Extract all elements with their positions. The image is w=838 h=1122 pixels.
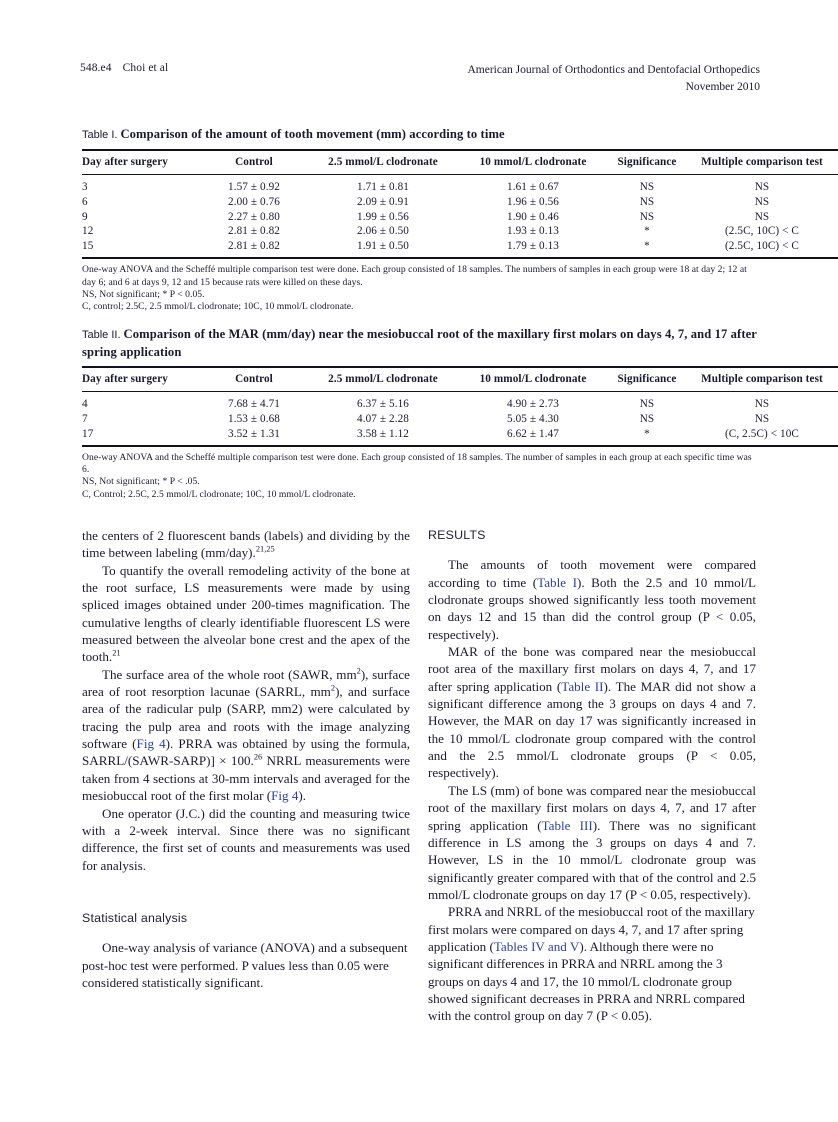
paragraph-text: The LS (mm) of bone was compared near the mesiobuccal root of the maxillary first molars on days 4, 7, and 17 after spring application ( [428, 782, 756, 833]
table-2-col-control: Control [235, 373, 273, 385]
paragraph-text: ). [298, 788, 307, 804]
cell-multiple-comparison: (2.5C, 10C) < C [724, 225, 799, 238]
cell-significance: NS [639, 398, 655, 410]
table-1-note-3: C, control; 2.5C, 2.5 mmol/L clodronate; 10C, 10 mmol/L clodronate. [82, 301, 354, 313]
cell-multiple-comparison: NS [754, 181, 770, 193]
cell-10mmol: 1.61 ± 0.67 [507, 181, 559, 193]
table-link-table-1[interactable]: Table I [537, 574, 577, 590]
table-1-head [82, 150, 838, 175]
table-row [82, 392, 838, 412]
table-2-caption-text: Comparison of the MAR (mm/day) near the mesiobuccal root of the maxillary first molars on days 4, 7, and 17 after spring application [82, 327, 757, 359]
table-1-notes [82, 264, 758, 314]
table-1 [82, 126, 823, 314]
cell-10mmol: 5.05 ± 4.30 [507, 412, 559, 425]
paragraph-text: MAR of the bone was compared near the mesiobuccal root area of the maxillary first molars on days 4, 7, and 17 after spring application ( [428, 644, 756, 694]
heading-results: RESULTS [428, 528, 486, 542]
cell-25mmol: 1.91 ± 0.50 [357, 240, 409, 253]
paragraph-methods-continued [82, 527, 410, 562]
paragraph-surface-area [82, 666, 410, 805]
paragraph-text: ), surface area of root resorption lacunae (SARRL, mm [82, 666, 410, 700]
table-2-col-significance: Significance [617, 373, 677, 385]
table-2-note-3: C, Control; 2.5C, 2.5 mmol/L clodronate; 10C, 10 mmol/L clodronate. [82, 488, 356, 500]
paragraph-ls-measurement [82, 562, 410, 666]
running-head-right [467, 62, 760, 95]
cell-day: 17 [82, 427, 94, 440]
running-head [80, 62, 760, 106]
paragraph-text: ). The MAR did not show a significant difference among the 3 groups on days 4 and 7. However, the MAR on day 17 was significantly increased in the 10 mmol/L clodronate group compared with the control and the 2.5 mmol/L clodronate groups (P < 0.05, respectively). [428, 678, 756, 781]
page-folio: 548.e4 [80, 62, 112, 74]
table-1-label: Table I. [82, 129, 118, 141]
paragraph-operator: One operator (J.C.) did the counting and measuring twice with a 2-week interval. Since there was no significant difference, the first set of counts and measurements was used for analysis. [82, 805, 410, 873]
cell-25mmol: 6.37 ± 5.16 [357, 398, 409, 410]
cell-multiple-comparison: NS [754, 195, 770, 208]
unit-superscript: 2 [330, 683, 336, 693]
paragraph-text: ). Although there were no significant differences in PRRA and NRRL among the 3 groups on days 4 and 17, the 10 mmol/L clodronate group showed significant decreases in PRRA and NRRL compared with the control group on day 7 (P < 0.05). [428, 938, 745, 1024]
reference-superscript: 21,25 [255, 544, 275, 554]
cell-control: 2.81 ± 0.82 [228, 240, 280, 253]
cell-significance: NS [639, 210, 655, 223]
table-1-caption [82, 126, 758, 144]
reference-superscript: 26 [253, 753, 263, 763]
figure-link-fig4[interactable]: Fig 4 [136, 736, 166, 752]
cell-control: 2.81 ± 0.82 [228, 225, 280, 238]
paragraph-ls [428, 782, 756, 903]
table-link-tables-4-5[interactable]: Tables IV and V [493, 938, 580, 954]
running-head-left [80, 62, 168, 74]
table-2-notes [82, 452, 758, 502]
table-2-col-multiple-comparison: Multiple comparison test [701, 373, 823, 385]
paragraph-anova: One-way analysis of variance (ANOVA) and a subsequent post-hoc test were performed. P values less than 0.05 were considered statistically significant. [82, 940, 408, 990]
table-2-caption [82, 326, 758, 361]
paragraph-prra-nrrl [428, 903, 756, 1024]
journal-title: American Journal of Orthodontics and Dentofacial Orthopedics [467, 64, 760, 76]
cell-25mmol: 4.07 ± 2.28 [357, 412, 409, 425]
paragraph-text: ), and surface area of the radicular pulp (SARP, mm2) were calculated by tracing the pulp area and roots with the image analyzing software ( [82, 684, 410, 752]
table-2-col-25mmol: 2.5 mmol/L clodronate [328, 373, 438, 385]
paragraph-mar [428, 643, 756, 782]
table-row [82, 209, 838, 224]
table-row [82, 194, 838, 209]
paragraph-text: The amounts of tooth movement were compared according to time ( [428, 557, 756, 590]
table-2-body [82, 392, 838, 446]
cell-control: 2.27 ± 0.80 [228, 210, 280, 223]
cell-day: 6 [82, 195, 88, 208]
table-row [82, 411, 838, 426]
cell-significance: * [644, 427, 650, 440]
cell-multiple-comparison: NS [754, 412, 770, 425]
cell-day: 7 [82, 412, 88, 425]
issue-date: November 2010 [685, 80, 760, 93]
cell-control: 1.57 ± 0.92 [228, 181, 280, 193]
table-2-col-day: Day after surgery [82, 373, 168, 385]
table-link-table-2[interactable]: Table II [561, 678, 604, 694]
cell-25mmol: 1.71 ± 0.81 [357, 181, 409, 193]
cell-multiple-comparison: (C, 2.5C) < 10C [724, 427, 799, 440]
table-2-head [82, 367, 838, 392]
table-1-col-significance: Significance [617, 156, 677, 168]
table-row [82, 426, 838, 445]
cell-control: 7.68 ± 4.71 [228, 398, 280, 410]
table-row [82, 239, 838, 258]
paragraph-text: PRRA and NRRL of the mesiobuccal root of the maxillary first molars were compared on days 4, 7, and 17 after spring application ( [428, 904, 755, 954]
table-1-note-1: One-way ANOVA and the Scheffé multiple comparison test were done. Each group consisted of 18 samples. The numbers of samples in each group were 18 at day 2; 12 at day 6; and 6 at days 9, 12 and 15 because rats were killed on these days. [82, 264, 747, 288]
table-1-col-day: Day after surgery [82, 156, 168, 168]
table-2-grid [82, 366, 838, 447]
cell-10mmol: 6.62 ± 1.47 [507, 427, 559, 440]
table-1-body [82, 175, 838, 259]
table-row [82, 224, 838, 239]
table-1-col-multiple-comparison: Multiple comparison test [701, 156, 823, 168]
cell-multiple-comparison: NS [754, 398, 770, 410]
table-1-caption-text: Comparison of the amount of tooth movement (mm) according to time [120, 127, 505, 141]
paragraph-tooth-movement [428, 556, 756, 643]
cell-multiple-comparison: (2.5C, 10C) < C [724, 240, 799, 253]
cell-10mmol: 1.90 ± 0.46 [507, 210, 559, 223]
cell-10mmol: 4.90 ± 2.73 [507, 398, 559, 410]
cell-significance: NS [639, 181, 655, 193]
cell-10mmol: 1.93 ± 0.13 [507, 225, 559, 238]
table-1-grid [82, 149, 838, 259]
cell-significance: NS [639, 412, 655, 425]
table-1-note-2: NS, Not significant; * P < 0.05. [82, 288, 205, 300]
spacer [82, 874, 410, 910]
cell-significance: NS [639, 195, 655, 208]
running-head-authors: Choi et al [122, 62, 169, 74]
cell-10mmol: 1.96 ± 0.56 [507, 195, 559, 208]
figure-link-fig4[interactable]: Fig 4 [271, 788, 299, 804]
spacer [82, 927, 410, 939]
paragraph-text: NRRL measurements were taken from 4 sections at 30-mm intervals and averaged for the mesiobuccal root of the first molar ( [82, 753, 410, 804]
table-2-note-1: One-way ANOVA and the Scheffé multiple comparison test were done. Each group consisted of 18 samples. The number of samples in each group at each specific time was 6. [82, 451, 752, 475]
body-column-left [82, 527, 410, 991]
cell-25mmol: 2.09 ± 0.91 [357, 195, 409, 208]
paragraph-text: ). PRRA was obtained by using the formula, SARRL/(SAWR-SARP)] × 100. [82, 736, 410, 769]
cell-25mmol: 1.99 ± 0.56 [357, 210, 409, 223]
cell-25mmol: 3.58 ± 1.12 [357, 427, 409, 440]
table-1-col-control: Control [235, 156, 273, 168]
table-2-col-10mmol: 10 mmol/L clodronate [479, 373, 587, 385]
cell-control: 2.00 ± 0.76 [228, 195, 280, 208]
cell-significance: * [644, 240, 650, 253]
cell-significance: * [644, 225, 650, 238]
table-2-note-2: NS, Not significant; * P < .05. [82, 476, 200, 488]
cell-day: 12 [82, 225, 94, 238]
cell-day: 3 [82, 181, 88, 193]
paragraph-text: To quantify the overall remodeling activity of the bone at the root surface, LS measurements were made by using spliced images obtained under 200-times magnification. The cumulative lengths of clearly identifiable fluorescent LS were measured between the alveolar bone crest and the apex of the tooth. [82, 562, 410, 665]
table-1-header-row [82, 150, 838, 175]
heading-statistical-analysis: Statistical analysis [82, 910, 188, 925]
reference-superscript: 21 [112, 649, 121, 659]
paragraph-text: the centers of 2 fluorescent bands (labels) and dividing by the time between labeling (mm/day). [82, 528, 410, 561]
paragraph-text: The surface area of the whole root (SAWR, mm [102, 666, 357, 682]
cell-control: 1.53 ± 0.68 [228, 412, 280, 425]
cell-day: 9 [82, 210, 88, 223]
cell-day: 4 [82, 398, 88, 410]
table-1-col-10mmol: 10 mmol/L clodronate [479, 156, 587, 168]
paragraph-text: ). Both the 2.5 and 10 mmol/L clodronate groups showed significantly less tooth movement on days 12 and 15 than did the control group (P < 0.05, respectively). [428, 574, 757, 642]
cell-25mmol: 2.06 ± 0.50 [357, 225, 409, 238]
table-2 [82, 326, 823, 501]
unit-superscript: 2 [356, 666, 361, 676]
cell-10mmol: 1.79 ± 0.13 [507, 240, 559, 253]
table-1-col-25mmol: 2.5 mmol/L clodronate [328, 156, 438, 168]
paragraph-text: ). There was no significant difference in LS among the 3 groups on days 4 and 7. However, LS in the 10 mmol/L clodronate group was significantly greater compared with that of the control and 2.5 mmol/L clodronate groups on day 17 (P < 0.05, respectively). [428, 817, 757, 902]
body-column-right [428, 527, 756, 1025]
cell-day: 15 [82, 240, 94, 253]
table-row [82, 175, 838, 195]
cell-multiple-comparison: NS [754, 210, 770, 223]
table-2-label: Table II. [82, 329, 121, 341]
table-2-header-row [82, 367, 838, 392]
table-link-table-3[interactable]: Table III [541, 817, 593, 833]
cell-control: 3.52 ± 1.31 [228, 427, 280, 440]
spacer [428, 544, 756, 556]
